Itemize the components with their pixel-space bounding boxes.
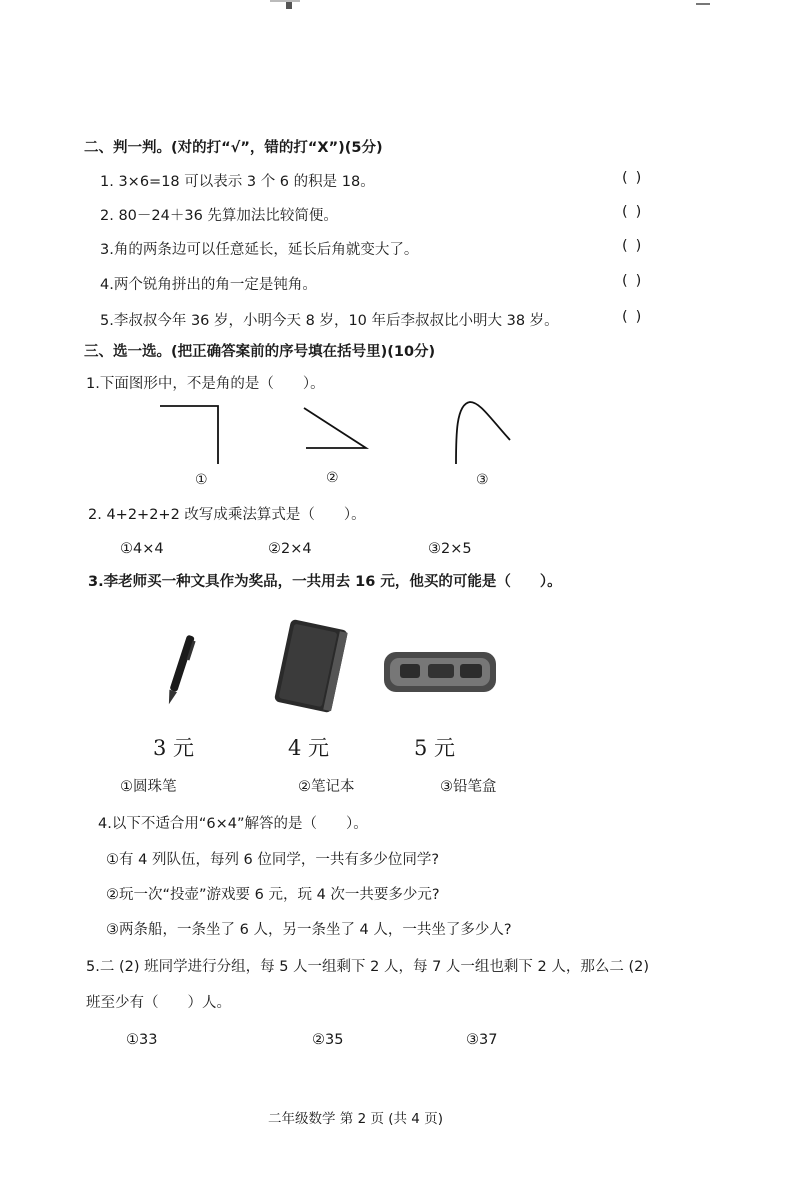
q2-option-2: ②2×4 bbox=[268, 541, 312, 557]
notebook-price: 4 元 bbox=[288, 736, 330, 760]
q5-option-3: ③37 bbox=[466, 1032, 498, 1048]
q3-text: 3.李老师买一种文具作为奖品，一共用去 16 元，他买的可能是（ ）。 bbox=[88, 574, 562, 590]
q5-line-1: 5.二 (2) 班同学进行分组，每 5 人一组剩下 2 人，每 7 人一组也剩下 2 人，那么二 (2) bbox=[86, 959, 650, 975]
section3-title: 三、选一选。(把正确答案前的序号填在括号里)(10分) bbox=[84, 344, 436, 360]
answer-paren-2[interactable]: () bbox=[622, 204, 650, 220]
q2-option-1: ①4×4 bbox=[120, 541, 164, 557]
figure-2-angle bbox=[296, 404, 376, 454]
answer-paren-3[interactable]: () bbox=[622, 238, 650, 254]
q3-option-2: ②笔记本 bbox=[298, 779, 355, 795]
pencil-case-icon bbox=[380, 648, 500, 696]
q4-text: 4.以下不适合用“6×4”解答的是（ ）。 bbox=[98, 816, 368, 832]
judge-item-1: 1. 3×6=18 可以表示 3 个 6 的积是 18。 bbox=[100, 174, 375, 190]
judge-item-4: 4.两个锐角拼出的角一定是钝角。 bbox=[100, 277, 317, 293]
notebook-icon bbox=[266, 618, 356, 714]
q4-option-1: ①有 4 列队伍，每列 6 位同学，一共有多少位同学? bbox=[106, 852, 440, 868]
answer-paren-4[interactable]: () bbox=[622, 273, 650, 289]
pen-icon bbox=[160, 630, 200, 710]
judge-item-3: 3.角的两条边可以任意延长，延长后角就变大了。 bbox=[100, 242, 419, 258]
scan-mark bbox=[696, 3, 710, 5]
q3-option-1: ①圆珠笔 bbox=[120, 779, 177, 795]
judge-item-5: 5.李叔叔今年 36 岁，小明今天 8 岁，10 年后李叔叔比小明大 38 岁。 bbox=[100, 313, 559, 329]
judge-item-2: 2. 80－24＋36 先算加法比较简便。 bbox=[100, 208, 338, 224]
figure-1-right-angle bbox=[150, 400, 230, 470]
q2-option-3: ③2×5 bbox=[428, 541, 472, 557]
page-footer: 二年级数学 第 2 页 (共 4 页) bbox=[268, 1111, 443, 1127]
scan-mark bbox=[270, 0, 300, 2]
pencil-case-price: 5 元 bbox=[414, 736, 456, 760]
figure-label-1: ① bbox=[195, 472, 208, 488]
q5-option-2: ②35 bbox=[312, 1032, 344, 1048]
q5-option-1: ①33 bbox=[126, 1032, 158, 1048]
q3-option-3: ③铅笔盒 bbox=[440, 779, 497, 795]
figure-3-curve bbox=[448, 396, 518, 468]
figure-label-3: ③ bbox=[476, 472, 489, 488]
section2-title: 二、判一判。(对的打“√”，错的打“X”)(5分) bbox=[84, 140, 383, 156]
q4-option-2: ②玩一次“投壶”游戏要 6 元，玩 4 次一共要多少元? bbox=[106, 887, 440, 903]
q4-option-3: ③两条船，一条坐了 6 人，另一条坐了 4 人，一共坐了多少人? bbox=[106, 922, 512, 938]
figure-label-2: ② bbox=[326, 470, 339, 486]
q5-line-2: 班至少有（ ）人。 bbox=[86, 995, 231, 1011]
answer-paren-1[interactable]: () bbox=[622, 170, 650, 186]
answer-paren-5[interactable]: () bbox=[622, 309, 650, 325]
q1-text: 1.下面图形中，不是角的是（ ）。 bbox=[86, 376, 325, 392]
pen-price: 3 元 bbox=[153, 736, 195, 760]
q2-text: 2. 4+2+2+2 改写成乘法算式是（ ）。 bbox=[88, 507, 366, 523]
